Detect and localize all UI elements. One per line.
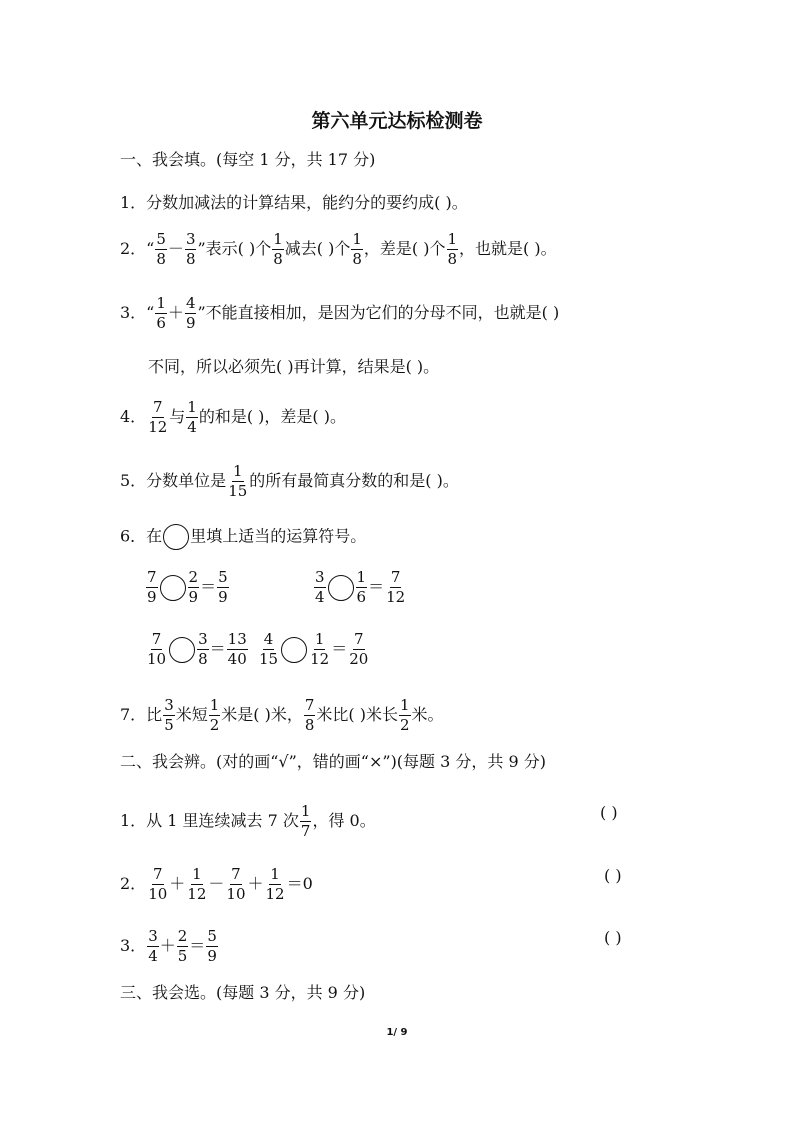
q-text: ”表示( )个 xyxy=(197,239,272,258)
page-number: 1/ 9 xyxy=(386,1027,408,1038)
fraction: $\frac{1}{8}$ xyxy=(352,230,362,268)
answer-circle[interactable] xyxy=(163,524,189,550)
operator: ＋ xyxy=(167,303,184,322)
fraction: $\frac{1}{2}$ xyxy=(400,696,410,734)
q-text: 3． xyxy=(120,936,147,955)
fraction: $\frac{5}{9}$ xyxy=(207,927,217,965)
operator: － xyxy=(167,239,184,258)
answer-circle[interactable] xyxy=(328,575,354,601)
question-1-6 xyxy=(120,524,366,550)
q-text: 减去( )个 xyxy=(284,239,351,258)
fraction: $\frac{7}{10}$ xyxy=(148,865,168,903)
q-text: 的和是( )，差是( )。 xyxy=(198,407,346,426)
answer-circle[interactable] xyxy=(160,575,186,601)
page-title: 第六单元达标检测卷 xyxy=(311,110,483,132)
q-text: 5．分数单位是 xyxy=(120,471,227,490)
equation-1 xyxy=(145,569,230,606)
operator: ＋ xyxy=(247,874,264,893)
fraction: $\frac{1}{12}$ xyxy=(265,865,285,903)
fraction: $\frac{7}{12}$ xyxy=(386,568,406,606)
section-3-heading: 三、我会选。(每题 3 分，共 9 分) xyxy=(120,983,366,1002)
question-1-5 xyxy=(120,463,459,500)
answer-circle[interactable] xyxy=(169,637,195,663)
question-2-1 xyxy=(120,803,376,840)
answer-parens[interactable]: ( ) xyxy=(604,866,622,885)
q-text: ，得 0。 xyxy=(312,811,376,830)
question-1-1: 1．分数加减法的计算结果，能约分的要约成( )。 xyxy=(120,193,468,212)
q-text: 米是( )米， xyxy=(221,705,303,724)
fraction: $\frac{1}{4}$ xyxy=(187,398,197,436)
fraction: $\frac{1}{6}$ xyxy=(356,568,367,606)
q-text: 2． xyxy=(120,874,147,893)
section-2-heading: 二、我会辨。(对的画“√”，错的画“×”)(每题 3 分，共 9 分) xyxy=(120,752,546,771)
fraction: $\frac{1}{8}$ xyxy=(273,230,283,268)
fraction: $\frac{2}{9}$ xyxy=(188,568,199,606)
equation-2 xyxy=(313,569,407,606)
question-2-3 xyxy=(120,928,219,965)
fraction: $\frac{3}{5}$ xyxy=(164,696,174,734)
equals: ＝ xyxy=(209,639,226,658)
fraction: $\frac{7}{20}$ xyxy=(349,630,369,668)
fraction: $\frac{3}{8}$ xyxy=(185,230,196,268)
operator: ＋ xyxy=(169,874,186,893)
q-text: 6．在 xyxy=(120,526,163,546)
q-text: ”不能直接相加，是因为它们的分母不同，也就是( ) xyxy=(197,303,560,322)
fraction: $\frac{1}{2}$ xyxy=(209,696,220,734)
fraction: $\frac{1}{15}$ xyxy=(228,462,248,500)
q-text: 4． xyxy=(120,407,147,426)
equals: ＝ xyxy=(331,639,348,658)
question-1-2 xyxy=(120,231,557,268)
q-text: 7．比 xyxy=(120,705,163,724)
fraction: $\frac{7}{9}$ xyxy=(147,568,157,606)
fraction: $\frac{13}{40}$ xyxy=(227,630,247,668)
fraction: $\frac{1}{8}$ xyxy=(447,230,458,268)
question-2-2 xyxy=(120,866,313,903)
q-text: 3．“ xyxy=(120,303,155,322)
fraction: $\frac{3}{4}$ xyxy=(148,927,158,965)
fraction: $\frac{1}{12}$ xyxy=(310,630,330,668)
fraction: $\frac{7}{8}$ xyxy=(304,696,315,734)
equals: ＝ xyxy=(189,936,206,955)
q-text: 米比( )米长 xyxy=(316,705,398,724)
fraction: $\frac{5}{8}$ xyxy=(156,230,166,268)
answer-parens[interactable]: ( ) xyxy=(604,928,622,947)
q-text: 与 xyxy=(169,407,186,426)
fraction: $\frac{3}{4}$ xyxy=(315,568,325,606)
q-text: 里填上适当的运算符号。 xyxy=(190,526,367,546)
fraction: $\frac{7}{10}$ xyxy=(226,865,246,903)
operator: ＋ xyxy=(159,936,176,955)
q-text: 1．从 1 里连续减去 7 次 xyxy=(120,811,299,830)
fraction: $\frac{1}{6}$ xyxy=(156,294,166,332)
answer-circle[interactable] xyxy=(281,637,307,663)
q-text: ＝0 xyxy=(286,874,313,893)
equals: ＝ xyxy=(200,577,217,596)
q-text: 的所有最简真分数的和是( )。 xyxy=(249,471,459,490)
fraction: $\frac{1}{12}$ xyxy=(187,865,207,903)
operator: － xyxy=(208,874,225,893)
equation-3 xyxy=(145,631,249,668)
fraction: $\frac{3}{8}$ xyxy=(198,630,208,668)
fraction: $\frac{5}{9}$ xyxy=(218,568,228,606)
answer-parens[interactable]: ( ) xyxy=(600,803,618,822)
fraction: $\frac{4}{15}$ xyxy=(259,630,279,668)
q-text: 2．“ xyxy=(120,239,155,258)
question-1-3 xyxy=(120,295,559,332)
q-text: 米短 xyxy=(175,705,208,724)
equation-4 xyxy=(257,631,370,668)
q-text: ，差是( )个 xyxy=(363,239,446,258)
equals: ＝ xyxy=(368,577,385,596)
question-1-4 xyxy=(120,399,346,436)
fraction: $\frac{7}{10}$ xyxy=(147,630,167,668)
fraction: $\frac{4}{9}$ xyxy=(185,294,196,332)
q-text: ，也就是( )。 xyxy=(459,239,557,258)
fraction: $\frac{7}{12}$ xyxy=(148,398,168,436)
section-1-heading: 一、我会填。(每空 1 分，共 17 分) xyxy=(120,150,376,169)
question-1-7 xyxy=(120,697,444,734)
fraction: $\frac{1}{7}$ xyxy=(300,802,311,840)
question-1-3-line-2: 不同，所以必须先( )再计算，结果是( )。 xyxy=(148,357,440,376)
q-text: 米。 xyxy=(411,705,444,724)
fraction: $\frac{2}{5}$ xyxy=(177,927,188,965)
